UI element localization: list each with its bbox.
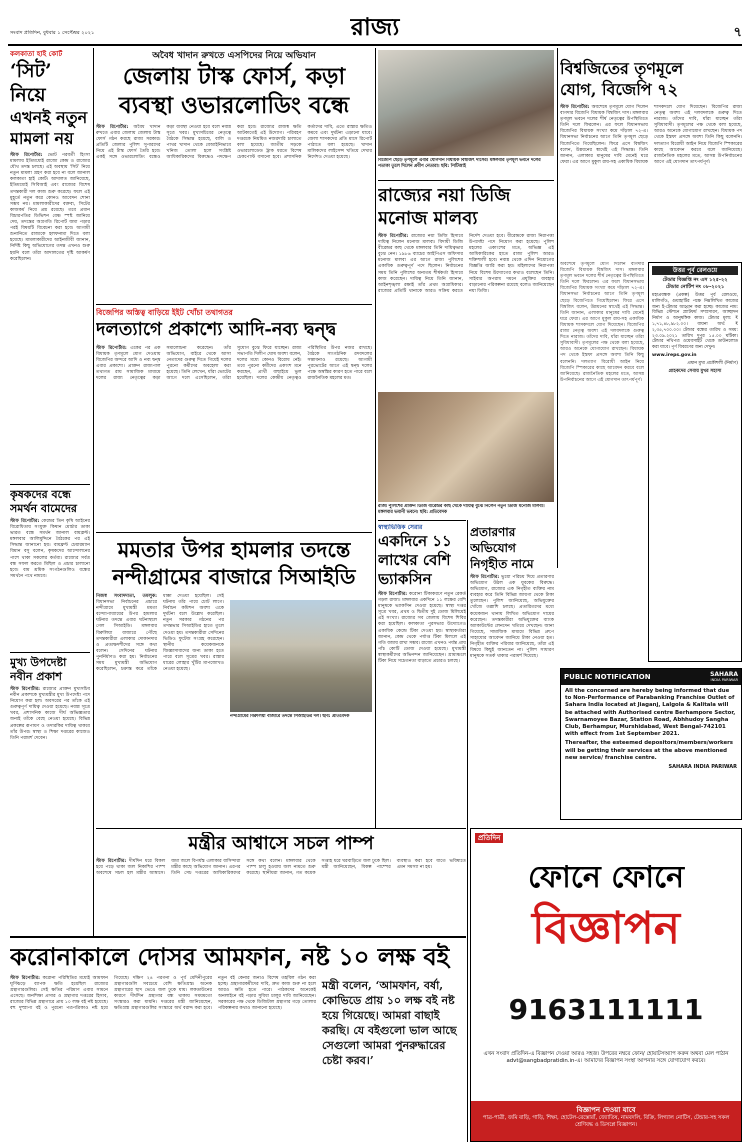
- pratidin-ad-footer: [471, 1101, 741, 1141]
- pratidin-ad-line-2: বিজ্ঞাপন: [531, 903, 681, 954]
- biswajit-caption: বিজেপি ছেড়ে তৃণমূলে এবার যোগদান বিধায়ক বিশ্বজিৎ দাসের। মঙ্গলবার তৃণমূল ভবনে দলের পতাকা তুলে দিলেন প্রবীণ নেতারা। ছবি: পিটিআই: [378, 158, 541, 169]
- tender-body: মহাপ্রবন্ধক (প্রকল্প) উত্তর পূর্ব রেলওয়ে, মালিগাঁও, গুয়াহাটির পক্ষে নিম্নলিখিত কাজের জন্য ই-টেন্ডার আহ্বান করা হচ্ছে। কাজের নাম: বিভিন্ন স্টেশনে প্ল্যাটফর্ম সম্প্রসারণ, আচ্ছাদন নির্মাণ ও আনুষঙ্গিক কাজ। টেন্ডার মূল্য: ₹ ১,৭১,৪৮,৯৮২.০০। বায়না অর্থ: ₹ ২,৩৫,৭০০.০০। টেন্ডার বন্ধের তারিখ ও সময়: ২৩.০৯.২০২১ তারিখ দুপুর ১৫.০০ ঘটিকা। টেন্ডার নথিপত্র ওয়েবসাইট থেকে ডাউনলোড করা যাবে। পূর্ণ বিবরণের জন্য দেখুন।: [652, 293, 738, 351]
- vaccine-article: [378, 524, 466, 826]
- high-court-article: [10, 50, 90, 480]
- biswajit-dateline: স্টাফ রিপোর্টার:: [560, 105, 590, 110]
- high-court-dateline: স্টাফ রিপোর্টার:: [10, 153, 43, 158]
- pump-rule: [96, 828, 466, 829]
- fraud-article: [470, 524, 554, 826]
- high-court-headline-2: এখনই নতুন: [10, 108, 88, 127]
- vaccine-rule: [378, 520, 466, 521]
- pratidin-ad-desc: এখন সংবাদ প্রতিদিন-এ বিজ্ঞাপন দেওয়া আরও সহজ। উপরের নম্বরে ফোন/ হোয়াটসঅ্যাপ করুন অথবা মেল পাঠান advt@sangbadpratidin.in-এ। আমাদের বিজ্ঞাপন সংস্থা আপনার সঙ্গে যোগাযোগ করবে।: [483, 1051, 729, 1065]
- tender-website[interactable]: www.ireps.gov.in: [652, 352, 697, 358]
- vaccine-dateline: স্টাফ রিপোর্টার:: [378, 592, 408, 597]
- biswajit-article: [560, 58, 742, 260]
- task-force-dateline: স্টাফ রিপোর্টার:: [96, 125, 129, 130]
- nandigram-dateline: নিজস্ব সংবাদদাতা, তমলুক:: [96, 594, 157, 599]
- page-number: ৭: [733, 26, 742, 40]
- task-force-headline-2: ব্যবস্থা ওভারলোডিং বন্ধে: [118, 92, 350, 119]
- public-notice-body-2: Thereafter, the esteemed depositors/members/workers will be getting their services at the above mentioned new service/ franchise centre.: [565, 740, 733, 761]
- sahara-logo-sub: INDIA PARIWAR: [710, 678, 738, 682]
- pratidin-ad-footer-list: পাত্র-পাত্রী, জমি বাড়ি, গাড়ি, শিক্ষা, হোটেল-রেস্তোরাঁ, জ্যোতিষ, নামবদলি, বিক্রি, লিগ্যাল নোটিস, টেন্ডার-সহ সকল শ্রেণিবদ্ধ ও ডিসপ্লে বিজ্ঞাপন।: [482, 1115, 730, 1129]
- high-court-kicker: কলকাতা হাই কোর্ট: [10, 50, 63, 58]
- biswajit-photo-credit: ছবি: পিটিআই: [440, 163, 466, 169]
- vaccine-headline-1: একদিনে ১১: [378, 532, 452, 550]
- new-dg-photo: [378, 392, 554, 502]
- amphan-quote: মন্ত্রী বলেন, ‘আমফান, বর্ষা, কোভিডে প্রায় ১০ লক্ষ বই নষ্ট হয়ে গিয়েছে। আমরা বাছাই করছি। যে বইগুলো ভাল আছে সেগুলো আমরা পুনরুদ্ধারের চেষ্টা করব।’: [322, 979, 457, 1067]
- pump-article: [96, 832, 466, 932]
- amphan-rule: [10, 936, 466, 938]
- pratidin-ad-logo: প্রতিদিন: [475, 833, 503, 843]
- nandigram-rule: [96, 532, 372, 533]
- public-notice: [560, 668, 742, 820]
- farmers-article: [10, 488, 90, 648]
- tender-signature: প্রধান মুখ্য প্রকৌশলী (নির্মাণ): [687, 361, 738, 367]
- new-dg-rule: [378, 180, 554, 181]
- fraud-headline-3: নিগৃহীত নামে: [470, 557, 534, 571]
- task-force-headline-1: জেলায় টাস্ক ফোর্স, কড়া: [122, 63, 346, 90]
- chief-adviser-dateline: স্টাফ রিপোর্টার:: [10, 687, 41, 692]
- masthead-date: সংবাদ প্রতিদিন, বুধবার ১ সেপ্টেম্বর ২০২১: [10, 30, 95, 36]
- bjp-feud-article: [96, 308, 372, 528]
- amphan-body: করোনা পরিস্থিতির মধ্যেই আমফান ঘূর্ণিঝড়ে ব্যাপক ক্ষতি হয়েছিল রাজ্যের গ্রন্থাগারগুলির। সেই ক্ষতির পরিমাণ এবার সামনে এসেছে। জনশিক্ষা প্রসার ও গ্রন্থাগার দপ্তরের হিসাব, রাজ্যের বিভিন্ন গ্রন্থাগারে প্রায় ১০ লক্ষ বই নষ্ট হয়েছে। বহু দুষ্প্রাপ্য বই ও পুরনো পত্রপত্রিকাও নষ্ট হয়ে গিয়েছে। দক্ষিণ ২৪ পরগনা ও পূর্ব মেদিনীপুরের গ্রন্থাগারগুলি সবচেয়ে বেশি ক্ষতিগ্রস্ত। অনেক গ্রন্থাগারের ছাদ ভেঙে জল ঢুকে যায়। লকডাউনের কারণে দীর্ঘদিন গ্রন্থাগার বন্ধ থাকায় সময়মতো সংস্কারও করা যায়নি। দপ্তরের মন্ত্রী জানিয়েছেন, ক্ষতিগ্রস্ত গ্রন্থাগারগুলির সংস্কারে অর্থ বরাদ্দ করা হবে। নতুন বই কেনার জন্যও বিশেষ তহবিল গঠন করা হচ্ছে। গ্রন্থাগারকর্মীদের দাবি, দ্রুত কাজ শুরু না হলে আরও ক্ষতি হতে পারে। পাঠকদের অনেকেই অনলাইনে বই পড়ার সুবিধা চালুর দাবি জানিয়েছেন। সরকারের পক্ষ থেকে ডিজিটাল গ্রন্থাগার গড়ে তোলার পরিকল্পনার কথাও জানানো হয়েছে।: [10, 976, 316, 1012]
- bjp-feud-body: একের পর এক বিধায়ক তৃণমূলে যোগ দেওয়ায় বিজেপির অন্দরে আদি ও নব্য দ্বন্দ্ব এবার প্রকাশ্যে। প্রাক্তন রাজ্যপাল তথাগত রায় সামাজিক মাধ্যমে দলের রাজ্য নেতৃত্বের কড়া সমালোচনা করেছেন। তাঁর অভিযোগ, বাইরে থেকে আসা নেতাদের গুরুত্ব দিতে গিয়েই দলের পুরনো কর্মীদের অবহেলা করা হয়েছে। তিনি লেখেন, যাঁরা ভোটের আগে দলে এসেছিলেন, তাঁরা সুযোগ বুঝে ফিরে যাচ্ছেন। রাজ্য সভাপতি দিলীপ ঘোষ অবশ্য বলেন, দলের মধ্যে কোনও বিরোধ নেই। তবে পুরনো কর্মীদের একাংশ মনে করছেন, প্রার্থী বাছাইয়ে ভুল হয়েছিল। দলের কেন্দ্রীয় নেতৃত্বও পরিস্থিতির উপর নজর রাখছে। বৈঠকে সাংগঠনিক রদবদলের সম্ভাবনাও রয়েছে। আগামী পুরভোটের আগে এই দ্বন্দ্ব দলের পক্ষে অস্বস্তির কারণ হতে পারে বলে রাজনৈতিক মহলের মত।: [96, 346, 372, 382]
- new-dg-headline-2: মনোজ মালব্য: [378, 208, 478, 229]
- chief-adviser-body: রাজ্যের প্রাক্তন মুখ্যসচিব নবীন প্রকাশকে মুখ্যমন্ত্রীর মুখ্য উপদেষ্টা পদে নিয়োগ করা হল। অবসরের পর তাঁকে এই গুরুত্বপূর্ণ দায়িত্ব দেওয়া হয়েছে। নবান্ন সূত্রে খবর, প্রশাসনিক কাজে দীর্ঘ অভিজ্ঞতার জন্যই তাঁকে বেছে নেওয়া হয়েছে। বিভিন্ন প্রকল্পের রূপায়ণ ও তদারকির দায়িত্ব থাকবে তাঁর উপর। স্বাস্থ্য ও শিক্ষা দপ্তরের কাজেও তিনি পরামর্শ দেবেন।: [10, 687, 90, 741]
- task-force-body: অবৈধ খাদান রুখতে এবার জেলায় জেলায় টাস্ক ফোর্স গঠন করছে রাজ্য সরকার। প্রতিটি জেলার পুলিশ সুপারদের নিয়ে এই টাস্ক ফোর্স তৈরি হবে। একই সঙ্গে ওভারলোডিং বন্ধেও কড়া ব্যবস্থা নেওয়া হবে বলে নবান্ন সূত্রে খবর। মুখ্যসচিবের নেতৃত্বে বৈঠকে সিদ্ধান্ত হয়েছে, বালি ও পাথর খাদান থেকে বেআইনিভাবে খনিজ তোলা হলে সংশ্লিষ্ট আধিকারিকদের বিরুদ্ধেও পদক্ষেপ করা হবে। রাজ্যের রাজস্ব ক্ষতি আটকাতেই এই উদ্যোগ। পরিবহণ দপ্তরকে নিয়মিত নজরদারি চালাতে বলা হয়েছে। জাতীয় সড়কে ওভারলোডেড ট্রাক ধরতে বিশেষ চেকপোস্ট বসানো হবে। প্রশাসনিক কর্তাদের দাবি, এতে রাস্তার ক্ষতিও কমবে এবং দুর্ঘটনা এড়ানো যাবে। জেলা শাসকদের প্রতি মাসে রিপোর্ট পাঠাতে বলা হয়েছে। খাদান মালিকদের লাইসেন্স খতিয়ে দেখার নির্দেশও দেওয়া হয়েছে।: [96, 125, 372, 161]
- tender-footer: গ্রাহকদের সেবায় মুখর সহাস্য: [668, 369, 722, 375]
- new-dg-dateline: স্টাফ রিপোর্টার:: [378, 234, 409, 239]
- pratidin-ad-phone[interactable]: 9163111111: [508, 993, 704, 1026]
- bjp-feud-rule: [96, 304, 372, 305]
- nandigram-photo: [230, 600, 372, 712]
- vaccine-headline-3: ভ্যাকসিন: [378, 570, 432, 588]
- new-dg-body: রাজ্যের নয়া ডিজি হিসাবে দায়িত্ব নিলেন মনোজ মালব্য। বিদায়ী ডিজি বীরেন্দ্রর কাছ থেকে মঙ্গলবার তিনি দায়িত্বভার বুঝে নেন। ১৯৮৬ ব্যাচের আইপিএস অফিসার মনোজ মালব্য এর আগে রাজ্য পুলিশের একাধিক গুরুত্বপূর্ণ পদে ছিলেন। নির্বাচনের সময় তিনি পুলিশের অন্যতম শীর্ষকর্তা হিসাবে কাজ করেছেন। দায়িত্ব নিয়ে তিনি জানান, আইনশৃঙ্খলা রক্ষাই তাঁর প্রথম অগ্রাধিকার। রাজ্যের প্রতিটি থানাকে আরও সক্রিয় করতে নির্দেশ দেওয়া হবে। বীরেন্দ্রকে রাজ্য নিরাপত্তা উপদেষ্টা পদে নিয়োগ করা হয়েছে। পুলিশ মহলের একাংশের মতে, অভিজ্ঞ এই আধিকারিকের হাতে রাজ্য পুলিশ আরও শক্তিশালী হবে। নবান্ন থেকে এদিন নিয়োগের বিজ্ঞপ্তি জারি করা হয়। মহিলাদের নিরাপত্তা নিয়ে বিশেষ উদ্যোগের কথাও বলেছেন তিনি। সাইবার অপরাধ দমনে প্রযুক্তির ব্যবহার বাড়ানোর পরিকল্পনা রয়েছে বলেও জানিয়েছেন নয়া ডিজি।: [378, 234, 554, 294]
- column-rule-3: [557, 48, 558, 568]
- tender-org: উত্তর পূর্ব রেলওয়ে: [652, 266, 738, 275]
- biswajit-headline-1: বিশ্বজিতের তৃণমূলে: [560, 59, 684, 78]
- new-dg-article: [378, 184, 554, 404]
- biswajit-continue: অবশেষে তৃণমূলে যোগ দিলেন বাগদার বিজেপি বিধায়ক বিশ্বজিৎ দাস। মঙ্গলবার তৃণমূল ভবনে দলের শীর্ষ নেতৃত্বের উপস্থিতিতে তিনি দলে ফিরলেন। এর ফলে বিধানসভায় বিজেপির বিধায়ক সংখ্যা কমে দাঁড়াল ৭২-এ। বিধানসভা নির্বাচনের আগে তিনি তৃণমূল ছেড়ে বিজেপিতে গিয়েছিলেন। ফিরে এসে বিশ্বজিৎ বলেন, উন্নয়নের স্বার্থেই এই সিদ্ধান্ত। তিনি জানান, এলাকার মানুষের দাবি মেনেই ঘরে ফেরা। এর আগে মুকুল রায়-সহ একাধিক বিধায়ক শাসকদলে যোগ দিয়েছেন। বিজেপির রাজ্য নেতৃত্ব অবশ্য এই দলবদলকে গুরুত্ব দিতে নারাজ। তাঁদের দাবি, যাঁরা যাচ্ছেন তাঁরা সুবিধাবাদী। তৃণমূলের পক্ষ থেকে বলা হয়েছে, আরও অনেকে যোগাযোগ রাখছেন। বিধায়ক পদ থেকে ইস্তফা প্রসঙ্গে অবশ্য তিনি কিছু বলেননি। দলত্যাগ বিরোধী আইন নিয়ে বিজেপি স্পিকারের কাছে আবেদন করবে বলে জানিয়েছে। রাজনৈতিক মহলের মতে, আসন্ন উপনির্বাচনের আগে এই যোগদান তাৎপর্যপূর্ণ।: [560, 262, 644, 383]
- nandigram-caption: নন্দীগ্রামের বিরুলিয়া বাজারে তদন্তে সিআইডির দল। ছবি: প্রতিবেদক: [230, 714, 350, 719]
- tender-box: [648, 262, 742, 662]
- task-force-kicker: অবৈধ খাদান রুখতে এসপিদের নিয়ে অভিযান: [152, 51, 316, 61]
- fraud-headline-1: প্রতারণার: [470, 525, 516, 539]
- pump-dateline: স্টাফ রিপোর্টার:: [96, 859, 127, 864]
- fraud-headline-2: অভিযোগ: [470, 541, 516, 555]
- high-court-headline-3: মামলা নয়: [10, 129, 74, 148]
- fraud-body: ভুয়ো পরিচয় দিয়ে প্রতারণার অভিযোগ উঠল এক যুবকের বিরুদ্ধে। অভিযোগ, রাজ্যের এক নিগৃহীত ব্যক্তির নাম ব্যবহার করে তিনি বিভিন্ন জায়গা থেকে টাকা তুলেছেন। পুলিশ জানিয়েছে, অভিযুক্তের খোঁজে তল্লাশি চলছে। প্রতারিতদের মধ্যে কয়েকজন থানায় লিখিত অভিযোগ দায়ের করেছেন। তদন্তকারীরা অভিযুক্তের ব্যাংক অ্যাকাউন্টের লেনদেন খতিয়ে দেখছেন। জানা গিয়েছে, সামাজিক মাধ্যমে বিভিন্ন গ্রুপে সাহায্যের আবেদন জানিয়ে টাকা নেওয়া হত। নিগৃহীত ব্যক্তির পরিবার জানিয়েছে, তাঁরা এই বিষয়ে কিছুই জানতেন না। পুলিশ সাধারণ মানুষকে সতর্ক থাকার পরামর্শ দিয়েছে।: [470, 575, 554, 660]
- new-dg-photo-credit: ছবি: প্রতিবেদক: [419, 509, 447, 515]
- high-court-headline-1: ‘সিট’ নিয়ে: [10, 60, 52, 106]
- pratidin-ad-line-1: ফোনে ফোনে: [528, 860, 684, 895]
- pump-body: দীর্ঘদিন ধরে বিকল হয়ে পড়ে থাকা জল নিকাশির পাম্প অবশেষে সচল হল মন্ত্রীর আশ্বাসে। জমা জলে বিপর্যস্ত এলাকার বাসিন্দারা মন্ত্রীর কাছে অভিযোগ জানান। এরপর তিনি সেচ দপ্তরের আধিকারিকদের সঙ্গে কথা বলেন। মঙ্গলবার থেকে পাম্প চালু হওয়ায় জল নামতে শুরু করেছে। স্থানীয়রা জানান, গত কয়েক সপ্তাহ ধরে ঘরবাড়িতে জল ঢুকে ছিল। মন্ত্রী জানিয়েছেন, বিকল্প পাম্পের ব্যবস্থাও করা হবে যাতে ভবিষ্যতে এমন সমস্যা না হয়।: [96, 859, 466, 877]
- high-court-body: ভোট পরবর্তী হিংসা মামলায় ইতিমধ্যেই রাজ্যে কেন্দ্র ও রাজ্যের যৌথ তদন্ত চলছে। এই অবস্থায় ‘সিট’ নিয়ে নতুন মামলা গ্রহণ করা হবে না বলে জানাল কলকাতা হাই কোর্ট। আদালত জানিয়েছে, ইতিমধ্যেই সিবিআই এবং রাজ্যের বিশেষ তদন্তকারী দল কাজ শুরু করেছে। ফলে এই মুহূর্তে নতুন করে কোনও আবেদন শোনা সম্ভব নয়। মামলাকারীদের বক্তব্য, সিটের কাজকর্ম নিয়ে প্রশ্ন রয়েছে। তবে প্রধান বিচারপতির ডিভিশন বেঞ্চ স্পষ্ট জানিয়ে দেয়, তদন্তের অগ্রগতি রিপোর্ট জমা পড়ার পরই বিষয়টি বিবেচনা করা হবে। আগামী শুনানিতে রাজ্যকে হলফনামা দিতে বলা হয়েছে। মামলাকারীদের আইনজীবী জানান, নির্দিষ্ট কিছু অভিযোগের তদন্ত এখনও শুরু হয়নি বলে তাঁরা আদালতের দৃষ্টি আকর্ষণ করেছিলেন।: [10, 153, 90, 262]
- biswajit-photo: [378, 50, 554, 156]
- tender-title: টেন্ডার বিজ্ঞপ্তি নং এস ১২৫-২২: [662, 277, 728, 283]
- column-rule-1: [93, 48, 94, 936]
- masthead-rule: [8, 44, 742, 46]
- pump-headline: মন্ত্রীর আশ্বাসে সচল পাম্প: [188, 833, 374, 854]
- new-dg-headline-1: রাজ্যের নয়া ডিজি: [378, 185, 511, 206]
- sahara-logo: SAHARA: [710, 671, 738, 678]
- bjp-feud-dateline: স্টাফ রিপোর্টার:: [96, 346, 127, 351]
- bjp-feud-headline: দলত্যাগে প্রকাশ্যে আদি-নব্য দ্বন্দ্ব: [96, 319, 337, 340]
- amphan-dateline: স্টাফ রিপোর্টার:: [10, 976, 40, 981]
- vaccine-body: করোনা টিকাকরণে নতুন রেকর্ড গড়ল রাজ্য। মঙ্গলবার একদিনে ১১ লক্ষের বেশি মানুষকে ভ্যাকসিন দেওয়া হয়েছে। স্বাস্থ্য দপ্তর সূত্রে খবর, প্রথম ও দ্বিতীয় দুই ডোজ মিলিয়েই এই সংখ্যা। রাজ্যের সব জেলায় বিশেষ শিবির করা হয়েছিল। কলকাতা পুরসভার উদ্যোগেও একাধিক কেন্দ্রে টিকা দেওয়া হয়। স্বাস্থ্যকর্তারা জানান, কেন্দ্র থেকে পর্যাপ্ত টিকা মিললে এই গতি বজায় রাখা সম্ভব। রাজ্যে এখনও পর্যন্ত প্রায় পাঁচ কোটি ডোজ দেওয়া হয়েছে। মুখ্যমন্ত্রী স্বাস্থ্যকর্মীদের অভিনন্দন জানিয়েছেন। গ্রামাঞ্চলে টিকা নিয়ে সচেতনতা বাড়াতে প্রচারও চলছে।: [378, 592, 466, 665]
- task-force-article: [96, 50, 372, 300]
- public-notice-title: PUBLIC NOTIFICATION: [564, 673, 651, 681]
- nandigram-body: বিধানসভা নির্বাচনের প্রচারে নন্দীগ্রামে মুখ্যমন্ত্রী মমতা বন্দ্যোপাধ্যায়ের উপর হামলার ঘটনার তদন্তে এবার ঘটনাস্থলে গেল সিআইডি। মঙ্গলবার বিরুলিয়া বাজারে পৌঁছে তদন্তকারীরা এলাকার দোকানদার ও প্রত্যক্ষদর্শীদের সঙ্গে কথা বলেন। সেদিনের ঘটনার পুনর্নির্মাণও করা হয়। নির্বাচনের সময় মুখ্যমন্ত্রী অভিযোগ করেছিলেন, চক্রান্ত করে তাঁকে ধাক্কা দেওয়া হয়েছিল। সেই ঘটনায় তাঁর পায়ে চোট লাগে। নির্বাচন কমিশন অবশ্য একে দুর্ঘটনা বলে উল্লেখ করেছিল। নতুন সরকার গঠনের পর তদন্তভার সিআইডির হাতে তুলে দেওয়া হয়। তদন্তকারীরা সেদিনের ভিডিও ফুটেজ সংগ্রহ করেছেন। স্থানীয় কয়েকজনকে জিজ্ঞাসাবাদের জন্য ডাকা হতে পারে বলে সূত্রের খবর। রাস্তার ধারের লোহার খুঁটির মাপজোখও নেওয়া হয়েছে।: [96, 594, 224, 673]
- amphan-headline: করোনাকালে দোসর আমফান, নষ্ট ১০ লক্ষ বই: [10, 942, 450, 971]
- farmers-rule: [10, 484, 90, 485]
- chief-adviser-rule: [10, 652, 90, 653]
- public-notice-body: All the concerned are hereby being informed that due to Non-Performance of Parabanking Franchise Outlet of Sahara India located at Jiaganj, Lalgola & Kalitala will be attached with Authorised centre Berhampore Sector, Swarnamoyee Bazar, Station Road, Abhhudoy Sangha Club, Berhampur, Murshidabad, West Bengal-742101 with effect from 1st September 2021.: [565, 688, 736, 738]
- column-rule-2: [375, 48, 376, 828]
- bjp-feud-kicker: বিজেপির অস্তিত্ব বাড়িয়ে ইইট খোঁচা তথাগতর: [96, 308, 233, 317]
- nandigram-headline-1: মমতার উপর হামলার তদন্তে: [117, 537, 351, 562]
- new-dg-caption: রাজ্য পুলিশের প্রাক্তন ডিজি বীরেন্দ্রর কাছ থেকে দায়িত্ব বুঝে নিলেন নতুন ডিজি মনোজ মালব্য। মঙ্গলবার ভবানী ভবনে। ছবি: প্রতিবেদক: [378, 504, 545, 515]
- vaccine-headline-2: লাখের বেশি: [378, 551, 451, 569]
- tender-subtitle: টেন্ডার নোটিশ নং ০৮-২০২১: [665, 284, 725, 290]
- vaccine-kicker: স্বাস্থ্যভিত্তিক সেরার: [378, 524, 423, 531]
- nandigram-photo-credit: ছবি: প্রতিবেদক: [322, 714, 350, 719]
- nandigram-headline-2: নন্দীগ্রামের বাজারে সিআইডি: [112, 564, 356, 589]
- section-title: রাজ্য: [350, 12, 400, 41]
- chief-adviser-article: [10, 656, 90, 806]
- fraud-dateline: স্টাফ রিপোর্টার:: [470, 575, 500, 580]
- column-rule-4: [467, 520, 468, 1142]
- pratidin-ad: [470, 828, 742, 1142]
- chief-adviser-headline: মুখ্য উপদেষ্টা নবীন প্রকাশ: [10, 656, 67, 683]
- pratidin-ad-footer-title: বিজ্ঞাপন দেওয়া যাবে: [576, 1106, 636, 1114]
- amphan-article: [10, 942, 466, 1142]
- biswajit-headline-2: যোগ, বিজেপি ৭২: [560, 80, 679, 99]
- farmers-headline: কৃষকদের বন্ধে সমর্থন বামেদের: [10, 488, 77, 515]
- biswajit-body: অবশেষে তৃণমূলে যোগ দিলেন বাগদার বিজেপি বিধায়ক বিশ্বজিৎ দাস। মঙ্গলবার তৃণমূল ভবনে দলের শীর্ষ নেতৃত্বের উপস্থিতিতে তিনি দলে ফিরলেন। এর ফলে বিধানসভায় বিজেপির বিধায়ক সংখ্যা কমে দাঁড়াল ৭২-এ। বিধানসভা নির্বাচনের আগে তিনি তৃণমূল ছেড়ে বিজেপিতে গিয়েছিলেন। ফিরে এসে বিশ্বজিৎ বলেন, উন্নয়নের স্বার্থেই এই সিদ্ধান্ত। তিনি জানান, এলাকার মানুষের দাবি মেনেই ঘরে ফেরা। এর আগে মুকুল রায়-সহ একাধিক বিধায়ক শাসকদলে যোগ দিয়েছেন। বিজেপির রাজ্য নেতৃত্ব অবশ্য এই দলবদলকে গুরুত্ব দিতে নারাজ। তাঁদের দাবি, যাঁরা যাচ্ছেন তাঁরা সুবিধাবাদী। তৃণমূলের পক্ষ থেকে বলা হয়েছে, আরও অনেকে যোগাযোগ রাখছেন। বিধায়ক পদ থেকে ইস্তফা প্রসঙ্গে অবশ্য তিনি কিছু বলেননি। দলত্যাগ বিরোধী আইন নিয়ে বিজেপি স্পিকারের কাছে আবেদন করবে বলে জানিয়েছে। রাজনৈতিক মহলের মতে, আসন্ন উপনির্বাচনের আগে এই যোগদান তাৎপর্যপূর্ণ।: [560, 105, 742, 165]
- farmers-body: কেন্দ্রের তিন কৃষি আইনের বিরোধিতায় সংযুক্ত কিষান মোর্চার ডাকা ভারত বন্ধে সমর্থন জানাল বামফ্রন্ট। মঙ্গলবার আলিমুদ্দিনে বৈঠকের পর এই সিদ্ধান্ত জানানো হয়। বামফ্রন্ট চেয়ারম্যান বিমান বসু বলেন, কৃষকদের আন্দোলনের পাশে থাকা সকলের কর্তব্য। রাজ্যের সর্বত্র বন্ধ সফল করতে মিছিল ও প্রচার চালানো হবে। বাম শ্রমিক সংগঠনগুলিও বন্ধের সমর্থনে পথে নামবে।: [10, 519, 90, 579]
- public-notice-footer: SAHARA INDIA PARIWAR: [668, 764, 737, 771]
- farmers-dateline: স্টাফ রিপোর্টার:: [10, 519, 40, 524]
